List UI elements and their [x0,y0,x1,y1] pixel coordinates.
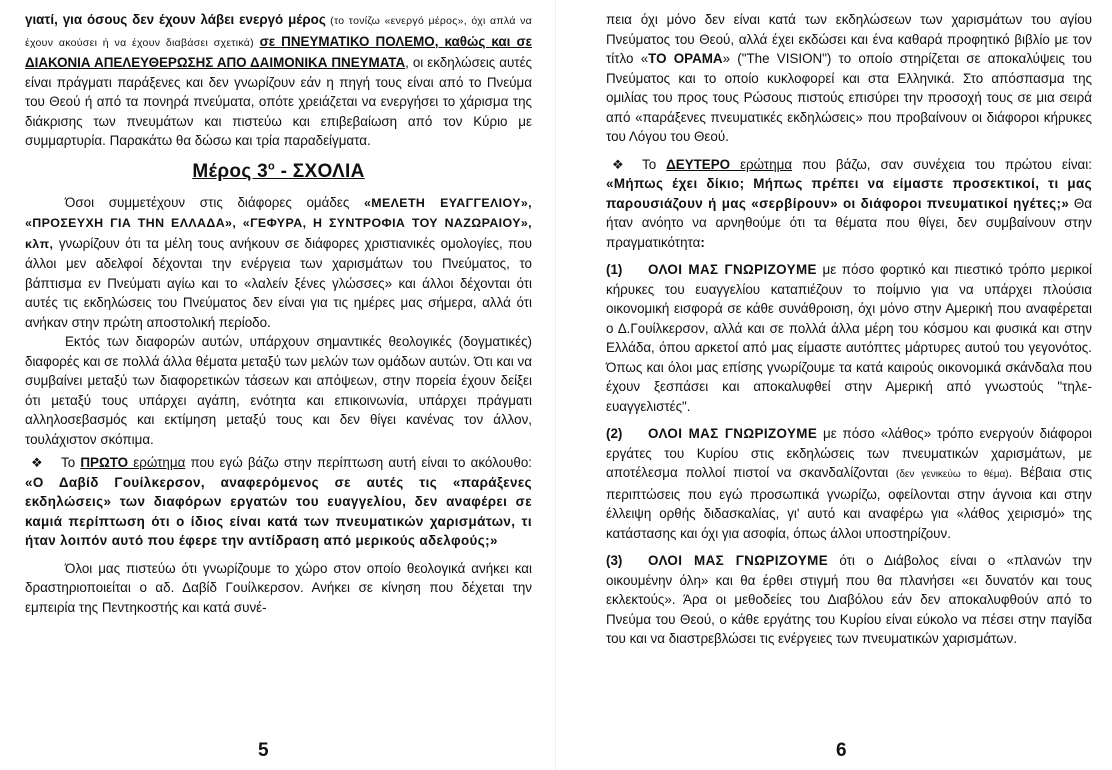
item-number: (2) [606,426,623,441]
body-text: » ("The VISION") το οποίο στηρίζεται σε αποκαλύψεις του Πνεύματος και το οποίο κυκλοφορεί και στα Ελληνικά. Στο απόσπασμα της ομιλίας του προς τους Ρώσους πιστούς επισύρει την προσοχή τους σε μια σειρά από «παράξενες πνευματικές εκδηλώσεις» που προβαίνουν οι διάφοροι κήρυκες του Λόγου του Θεού. [606,51,1092,144]
paragraph-second-question [606,155,1092,253]
page-right [556,0,1112,770]
paragraph-intro [25,10,532,151]
item-lead: ΟΛΟΙ ΜΑΣ ΓΝΩΡΙΖΟΥΜΕ [648,553,829,568]
body-text: , οι εκδηλώσεις αυτές είναι πράγματι παράξενες και δεν γνωρίζουν εάν η πηγή τους είναι από το Πνεύμα του Θεού ή από τα πονηρά πνεύματα, οπότε χρειάζεται να ενεργήσει το χάρισμα της διάκρισης των πνευμάτων και πιστεύω και επιβεβαίωση από τον Κύριο με συμμαρτυρία. Παρακάτω θα δώσω και τρία παραδείγματα. [25,55,533,148]
underlined-text: ερώτημα [128,455,186,471]
body-text: που εγώ βάζω στην περίπτωση αυτή είναι το ακόλουθο: [185,455,532,471]
body-text: Το [61,455,81,471]
paragraph-wilkerson: Όλοι μας πιστεύω ότι γνωρίζουμε το χώρο στον οποίο θεολογικά ανήκει και δραστηριοποιείται ο αδ. Δαβίδ Γουίλκερσον. Ανήκει σε κίνηση που δέχεται την εμπειρία της Πεντηκοστής και κατά συνέ- [25,560,532,615]
item-text: με πόσο φορτικό και πιεστικό τρόπο μερικοί κήρυκες του ευαγγελίου καταπιέζουν το ποίμνιο για να υπάρχει πλούσια οικονομική εισφορά σε κάθε συνάθροιση, όχι μόνο στην Αμερική που αναφέρεται ο Δ.Γουίλκερσον, αλλά και σε πολλά άλλα μέρη του κόσμου και φυσικά και στην Ελλάδα, όπου αρκετοί από μας είμαστε αυτόπτες μάρτυρες αυτού του γεγονότος. Όπως και όλοι μας επίσης γνωρίζουμε τα κατά καιρούς οικονομικά σκάνδαλα που έχουν ξεσπάσει και αποκαλυφθεί στην Αμερική από γνωστούς "τηλε-ευαγγελιστές". [606,262,1092,414]
body-text: γνωρίζουν ότι τα μέλη τους ανήκουν σε διάφορες χριστιανικές ομολογίες, που άλλοι μεν αδελφοί δέχονται την ενέργεια των χαρισμάτων του Πνεύματος, το βάπτισμα εν Πνεύματι αγίω και το «λαλείν ξένες γλώσσες» και άλλοι δέχονται ότι αυτές τις εκδηλώσεις του Πνεύματος δεν είναι για τις ημέρες μας σήμερα, αλλά ότι ανήκαν στην πρώτη αποστολική περίοδο. [25,235,532,330]
emphasis-text: ΠΡΩΤΟ [80,455,129,471]
paragraph-groups [25,193,532,333]
emphasis-text: σε ΠΝΕΥΜΑΤΙΚΟ ΠΟΛΕΜΟ, καθώς και σε ΔΙΑΚΟΝΙΑ ΑΠΕΛΕΥΘΕΡΩΣΗΣ ΑΠΟ ΔΑΙΜΟΝΙΚΑ ΠΝΕΥΜΑΤΑ [25,33,532,70]
bold-text: ΤΟ ΟΡΑΜΑ [648,51,723,66]
item-text: ότι ο Διάβολος είναι ο «πλανών την οικουμένην όλη» και θα έρθει στιγμή που θα πλανήσει «ει δυνατόν και τους εκλεκτούς». Άρα οι μεθοδείες του Διαβόλου εάν δεν αποκαλυφθούν από το Πνεύμα του Θεού, ο κάθε εργάτης του Κυρίου είναι εύκολο να πέσει στην παγίδα του και να διαστρεβλώσει τις ενέργειες των πνευματικών χαρισμάτων. [606,553,1092,646]
heading-superscript: ο [267,160,275,173]
heading-prefix: Μέρος 3 [192,160,268,182]
list-item-1 [606,260,1092,416]
item-number: (3) [606,553,623,568]
item-note: (δεν γενικεύω το θέμα) [896,469,1009,480]
body-text: πεια όχι μόνο δεν είναι κατά των εκδηλώσεων των χαρισμάτων του αγίου Πνεύματος του Θεού, αλλά έχει εκδώσει και ένα καθαρά προφητικό βιβλίο με τον τίτλο « [606,12,1092,66]
body-text: Το [642,156,667,172]
heading-title: - ΣΧΟΛΙΑ [275,160,365,182]
body-text: Όσοι συμμετέχουν στις διάφορες ομάδες [65,194,364,210]
aside-text: (το τονίζω «ενεργό μέρος», όχι απλά να έχουν ακούσει ή να έχουν διαβάσει σχετικά) [25,15,532,49]
body-text: που βάζω, σαν συνέχεια του πρώτου είναι: [792,156,1092,172]
item-text: . Βέβαια στις περιπτώσεις που εγώ προσωπικά γνωρίζω, οφείλονται στην άγνοια και στην έλλειψη ορθής διδασκαλίας, γι' αυτό και αναφέρω για «λάθος χειρισμό» της κατάστασης και όχι για ασοφία, όπως άλλοι υποστηρίζουν. [606,465,1092,541]
list-item-3 [606,551,1092,649]
paragraph-differences: Εκτός των διαφορών αυτών, υπάρχουν σημαντικές θεολογικές (δογματικές) διαφορές και σε πολλά άλλα θέματα μεταξύ των μελών των ομάδων αυτών. Ότι και να συμβαίνει μεταξύ των διαφορετικών τάσεων και απόψεων, στην πορεία έχουν δείξει ότι μεταξύ τους υπάρχει αγάπη, ενότητα και επικοινωνία, υπάρχει πράγματι αλληλοσεβασμός και εκτίμηση μεταξύ τους και δεν θίγει κανένας τον άλλον, τουλάχιστον σκόπιμα. [25,334,532,447]
bold-text: γιατί, για όσους δεν έχουν λάβει ενεργό μέρος [25,12,326,27]
item-text: με πόσο «λάθος» τρόπο ενεργούν διάφοροι εργάτες του Κυρίου στις εκδηλώσεις των πνευματικών χαρισμάτων, με αποτέλεσμα πολλοί πιστοί να σκανδαλίζονται [606,426,1092,480]
body-text: Θα ήταν ανόητο να αρνηθούμε ότι τα θέματα που θίγει, δεν συμβαίνουν στην πραγματικότητα [606,195,1092,250]
section-heading [25,161,532,183]
item-lead: ΟΛΟΙ ΜΑΣ ΓΝΩΡΙΖΟΥΜΕ [648,426,818,441]
emphasis-text: ΔΕΥΤΕΡΟ [666,156,731,172]
diamond-bullet-icon: ❖ [612,156,624,172]
paragraph-first-question [25,453,532,551]
body-text: : [700,234,705,250]
bold-question: «Μήπως έχει δίκιο; Μήπως πρέπει να είμαστε προσεκτικοί, τι μας παρουσιάζουν ή μας «σερβίρουν» οι διάφοροι πνευματικοί ηγέτες;» [606,176,1092,211]
bold-text: «ΜΕΛΕΤΗ ΕΥΑΓΓΕΛΙΟΥ», «ΠΡΟΣΕΥΧΗ ΓΙΑ ΤΗΝ ΕΛΛΑΔΑ», «ΓΕΦΥΡΑ, Η ΣΥΝΤΡΟΦΙΑ ΤΟΥ ΝΑΖΩΡΑΙΟΥ», κλπ, [25,195,532,251]
diamond-bullet-icon: ❖ [31,455,43,471]
page-number-left: 5 [258,740,269,761]
list-item-2 [606,424,1092,543]
item-number: (1) [606,262,623,277]
item-lead: ΟΛΟΙ ΜΑΣ ΓΝΩΡΙΖΟΥΜΕ [648,262,817,277]
underlined-text: ερώτημα [730,156,793,172]
paragraph-continuation [606,10,1092,147]
bold-question: «Ο Δαβίδ Γουίλκερσον, αναφερόμενος σε αυτές τις «παράξενες εκδηλώσεις» των διαφόρων εργατών του ευαγγελίου, δεν αναφέρει σε καμιά περίπτωση ότι ο ίδιος είναι κατά των πνευματικών χαρισμάτων, τι ήταν λοιπόν αυτό που έφερε την αντίδραση από μερικούς αδελφούς;» [25,474,532,549]
page-number-right: 6 [836,740,847,761]
